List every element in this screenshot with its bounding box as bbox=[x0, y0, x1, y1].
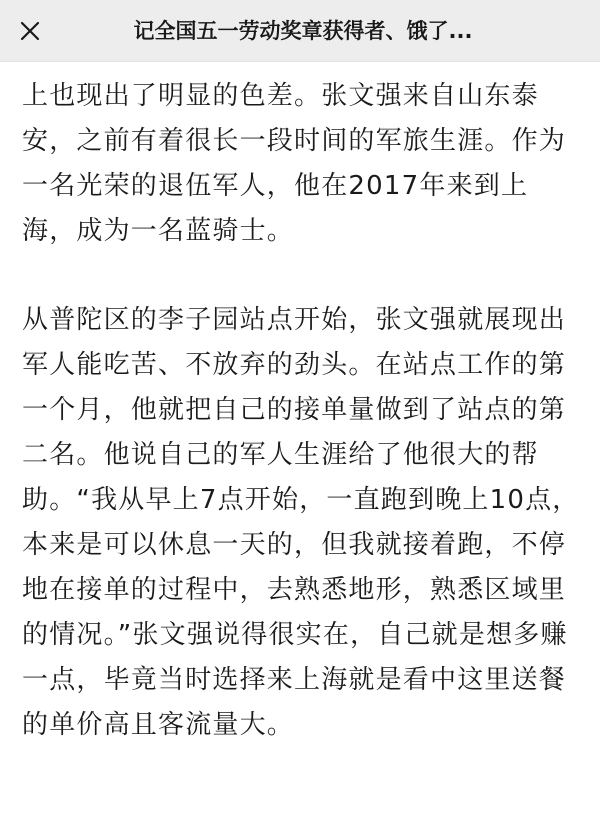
close-button[interactable] bbox=[10, 11, 50, 51]
top-nav-bar bbox=[0, 0, 600, 62]
article-paragraph-1: 上也现出了明显的色差。张文强来自山东泰安，之前有着很长一段时间的军旅生涯。作为一名光荣的退伍军人，他在2017年来到上海，成为一名蓝骑士。 bbox=[22, 81, 567, 246]
article-body bbox=[22, 74, 582, 748]
article-paragraph-2: 从普陀区的李子园站点开始，张文强就展现出军人能吃苦、不放弃的劲头。在站点工作的第一个月，他就把自己的接单量做到了站点的第二名。他说自己的军人生涯给了他很大的帮助。“我从早上7点开始，一直跑到晚上10点，本来是可以休息一天的，但我就接着跑，不停地在接单的过程中，去熟悉地形，熟悉区域里的情况。”张文强说得很实在，自己就是想多赚一点，毕竟当时选择来上海就是看中这里送餐的单价高且客流量大。 bbox=[22, 305, 580, 740]
page-title: 记全国五一劳动奖章获得者、饿了... bbox=[133, 19, 473, 43]
close-icon bbox=[10, 11, 50, 51]
